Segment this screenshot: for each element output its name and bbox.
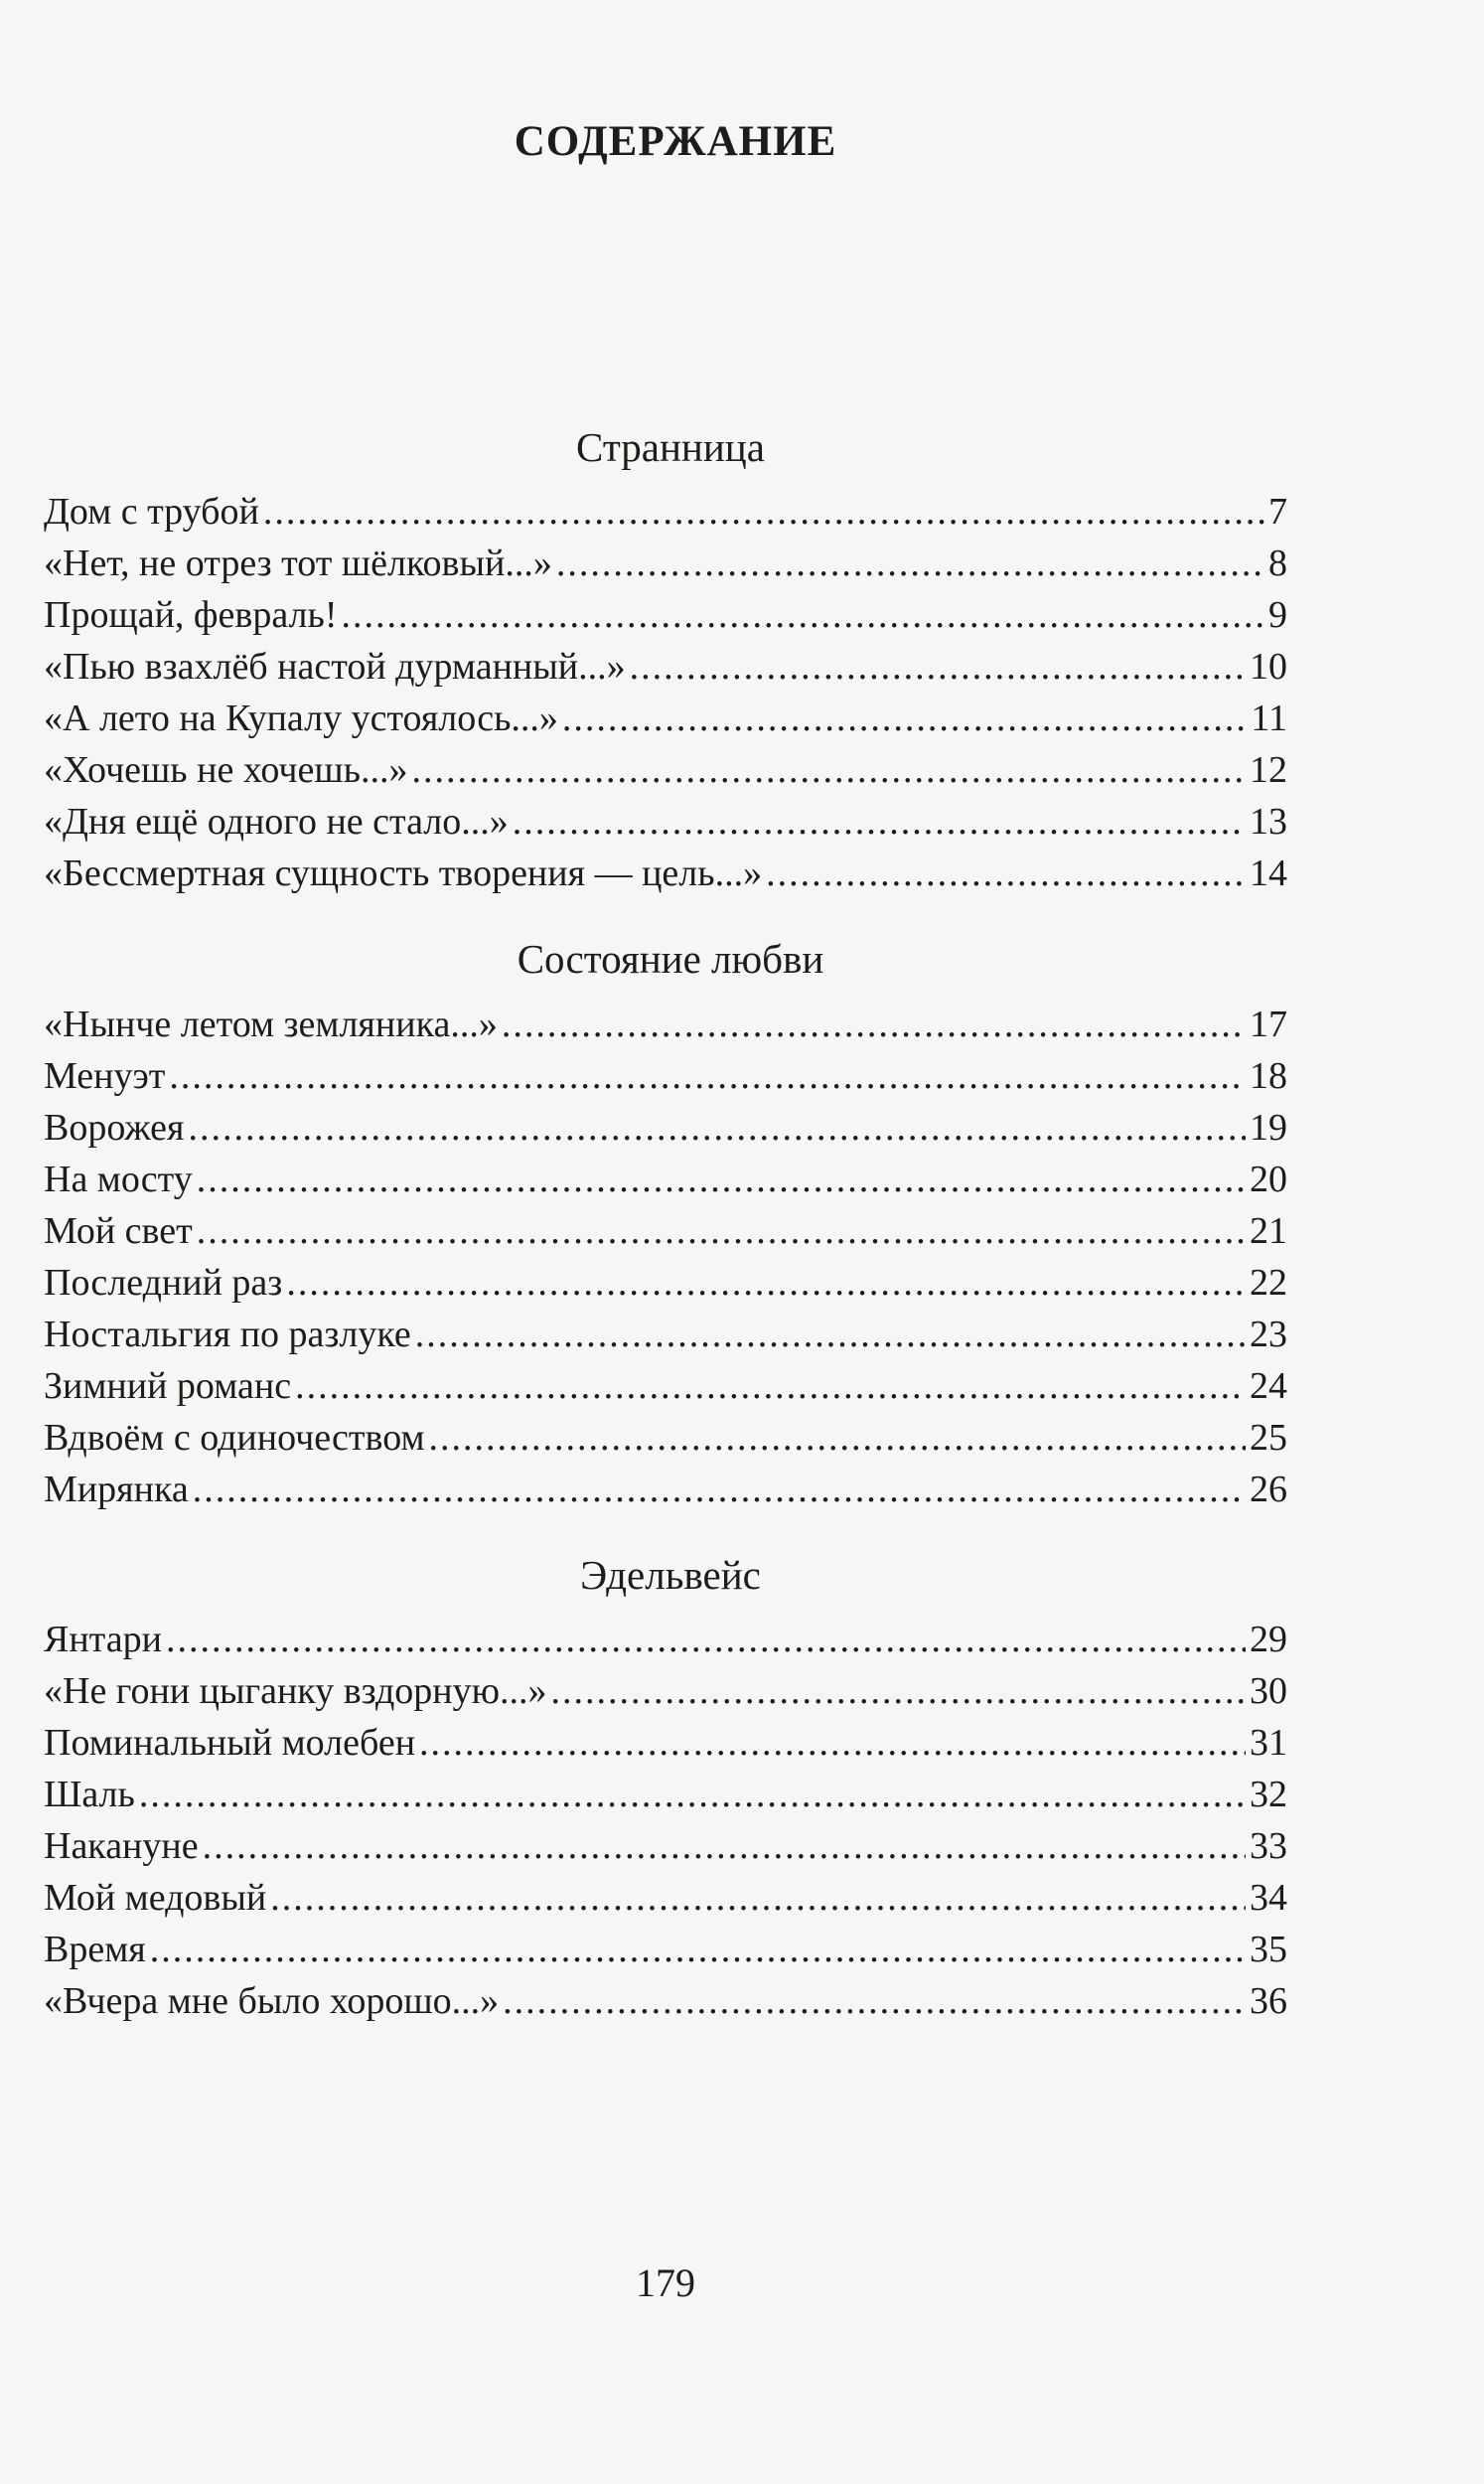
dot-leader <box>551 1665 1246 1717</box>
dot-leader <box>429 1412 1246 1464</box>
toc-entry-page: 26 <box>1250 1469 1287 1510</box>
toc-entry-title: Прощай, февраль! <box>44 594 338 636</box>
toc-entry <box>44 1975 1287 2027</box>
toc-entry <box>44 1769 1287 1820</box>
toc-entry-title: «Нет, не отрез тот шёлковый...» <box>44 543 552 584</box>
toc-entry-title: «Нынче летом земляника...» <box>44 1004 498 1045</box>
dot-leader <box>411 744 1246 796</box>
toc-entry <box>44 1050 1287 1102</box>
toc-entry-page: 17 <box>1250 1004 1287 1045</box>
dot-leader <box>630 641 1246 693</box>
dot-leader <box>766 848 1246 899</box>
toc-entry <box>44 1464 1287 1515</box>
toc-entry-title: «Не гони цыганку вздорную...» <box>44 1670 547 1712</box>
toc-entry <box>44 848 1287 899</box>
toc-entry-page: 33 <box>1250 1825 1287 1867</box>
toc-entry <box>44 1665 1287 1717</box>
toc-entry-page: 30 <box>1250 1670 1287 1712</box>
page-title: СОДЕРЖАНИЕ <box>514 118 837 165</box>
toc-entry-title: Мирянка <box>44 1469 189 1510</box>
toc-entry-page: 19 <box>1250 1107 1287 1149</box>
section-title-sostoyanie-lyubvi: Состояние любви <box>517 936 824 982</box>
toc-entry <box>44 1154 1287 1205</box>
toc-entry-page: 22 <box>1250 1262 1287 1304</box>
toc-entry-page: 8 <box>1268 543 1287 584</box>
toc-entry-page: 10 <box>1250 646 1287 688</box>
toc-entry-page: 36 <box>1250 1980 1287 2022</box>
dot-leader <box>169 1050 1246 1102</box>
toc-entry-title: Ворожея <box>44 1107 185 1149</box>
dot-leader <box>562 693 1248 744</box>
toc-entry <box>44 1360 1287 1412</box>
toc-entry-page: 29 <box>1250 1619 1287 1660</box>
toc-entry <box>44 693 1287 744</box>
toc-entry-title: Накануне <box>44 1825 199 1867</box>
dot-leader <box>415 1309 1246 1360</box>
toc-entry <box>44 1820 1287 1872</box>
toc-entry-title: «А лето на Купалу устоялось...» <box>44 698 558 739</box>
toc-entry-page: 23 <box>1250 1314 1287 1355</box>
toc-entry-page: 12 <box>1250 749 1287 791</box>
toc-entry-title: Поминальный молебен <box>44 1722 416 1764</box>
toc-entry <box>44 1412 1287 1464</box>
toc-entry-title: Янтари <box>44 1619 162 1660</box>
toc-section-sostoyanie-lyubvi <box>44 999 1287 1515</box>
toc-entry-page: 31 <box>1250 1722 1287 1764</box>
toc-entry-page: 18 <box>1250 1055 1287 1097</box>
dot-leader <box>270 1872 1246 1924</box>
toc-entry-page: 7 <box>1268 491 1287 533</box>
dot-leader <box>503 1975 1246 2027</box>
dot-leader <box>166 1614 1246 1665</box>
toc-entry-title: «Пью взахлёб настой дурманный...» <box>44 646 626 688</box>
dot-leader <box>295 1360 1246 1412</box>
toc-entry-title: Время <box>44 1929 146 1970</box>
toc-entry-page: 9 <box>1268 594 1287 636</box>
toc-entry <box>44 1102 1287 1154</box>
toc-section-edelweiss <box>44 1614 1287 2027</box>
toc-entry <box>44 1872 1287 1924</box>
toc-entry-page: 21 <box>1250 1210 1287 1252</box>
toc-entry <box>44 999 1287 1050</box>
toc-entry-page: 24 <box>1250 1365 1287 1407</box>
dot-leader <box>189 1102 1247 1154</box>
dot-leader <box>263 486 1264 538</box>
dot-leader <box>197 1154 1246 1205</box>
dot-leader <box>193 1464 1246 1515</box>
toc-entry <box>44 796 1287 848</box>
toc-entry-title: Шаль <box>44 1774 135 1815</box>
toc-entry-title: «Хочешь не хочешь...» <box>44 749 408 791</box>
dot-leader <box>556 538 1264 589</box>
toc-entry-page: 35 <box>1250 1929 1287 1970</box>
dot-leader <box>502 999 1246 1050</box>
dot-leader <box>197 1205 1246 1257</box>
toc-entry-page: 20 <box>1250 1159 1287 1200</box>
dot-leader <box>513 796 1246 848</box>
toc-entry-title: Менуэт <box>44 1055 166 1097</box>
toc-entry-page: 11 <box>1251 698 1287 739</box>
dot-leader <box>150 1924 1246 1975</box>
toc-entry-title: Мой медовый <box>44 1877 267 1919</box>
section-title-edelweiss: Эдельвейс <box>580 1552 761 1598</box>
toc-entry-page: 13 <box>1250 801 1287 843</box>
toc-entry-title: На мосту <box>44 1159 193 1200</box>
toc-entry-page: 32 <box>1250 1774 1287 1815</box>
toc-entry <box>44 1205 1287 1257</box>
toc-entry-title: «Дня ещё одного не стало...» <box>44 801 509 843</box>
toc-entry <box>44 1257 1287 1309</box>
dot-leader <box>341 589 1264 641</box>
toc-entry <box>44 641 1287 693</box>
toc-entry-title: Ностальгия по разлуке <box>44 1314 411 1355</box>
dot-leader <box>139 1769 1246 1820</box>
toc-entry <box>44 1614 1287 1665</box>
toc-entry-title: «Вчера мне было хорошо...» <box>44 1980 500 2022</box>
toc-entry-page: 14 <box>1250 853 1287 894</box>
toc-entry <box>44 538 1287 589</box>
toc-entry-title: «Бессмертная сущность творения — цель...» <box>44 853 763 894</box>
toc-entry-page: 25 <box>1250 1417 1287 1459</box>
toc-entry-title: Дом с трубой <box>44 491 259 533</box>
toc-entry-title: Зимний романс <box>44 1365 292 1407</box>
toc-entry <box>44 589 1287 641</box>
section-title-stranitsa: Странница <box>576 424 765 470</box>
toc-entry <box>44 744 1287 796</box>
dot-leader <box>419 1717 1246 1769</box>
toc-section-stranitsa <box>44 486 1287 899</box>
toc-entry <box>44 1309 1287 1360</box>
toc-entry-title: Последний раз <box>44 1262 283 1304</box>
toc-entry <box>44 486 1287 538</box>
page-number: 179 <box>636 2260 695 2305</box>
toc-entry-title: Вдвоём с одиночеством <box>44 1417 425 1459</box>
dot-leader <box>286 1257 1246 1309</box>
toc-entry <box>44 1924 1287 1975</box>
toc-entry-page: 34 <box>1250 1877 1287 1919</box>
toc-entry-title: Мой свет <box>44 1210 193 1252</box>
dot-leader <box>203 1820 1246 1872</box>
toc-entry <box>44 1717 1287 1769</box>
